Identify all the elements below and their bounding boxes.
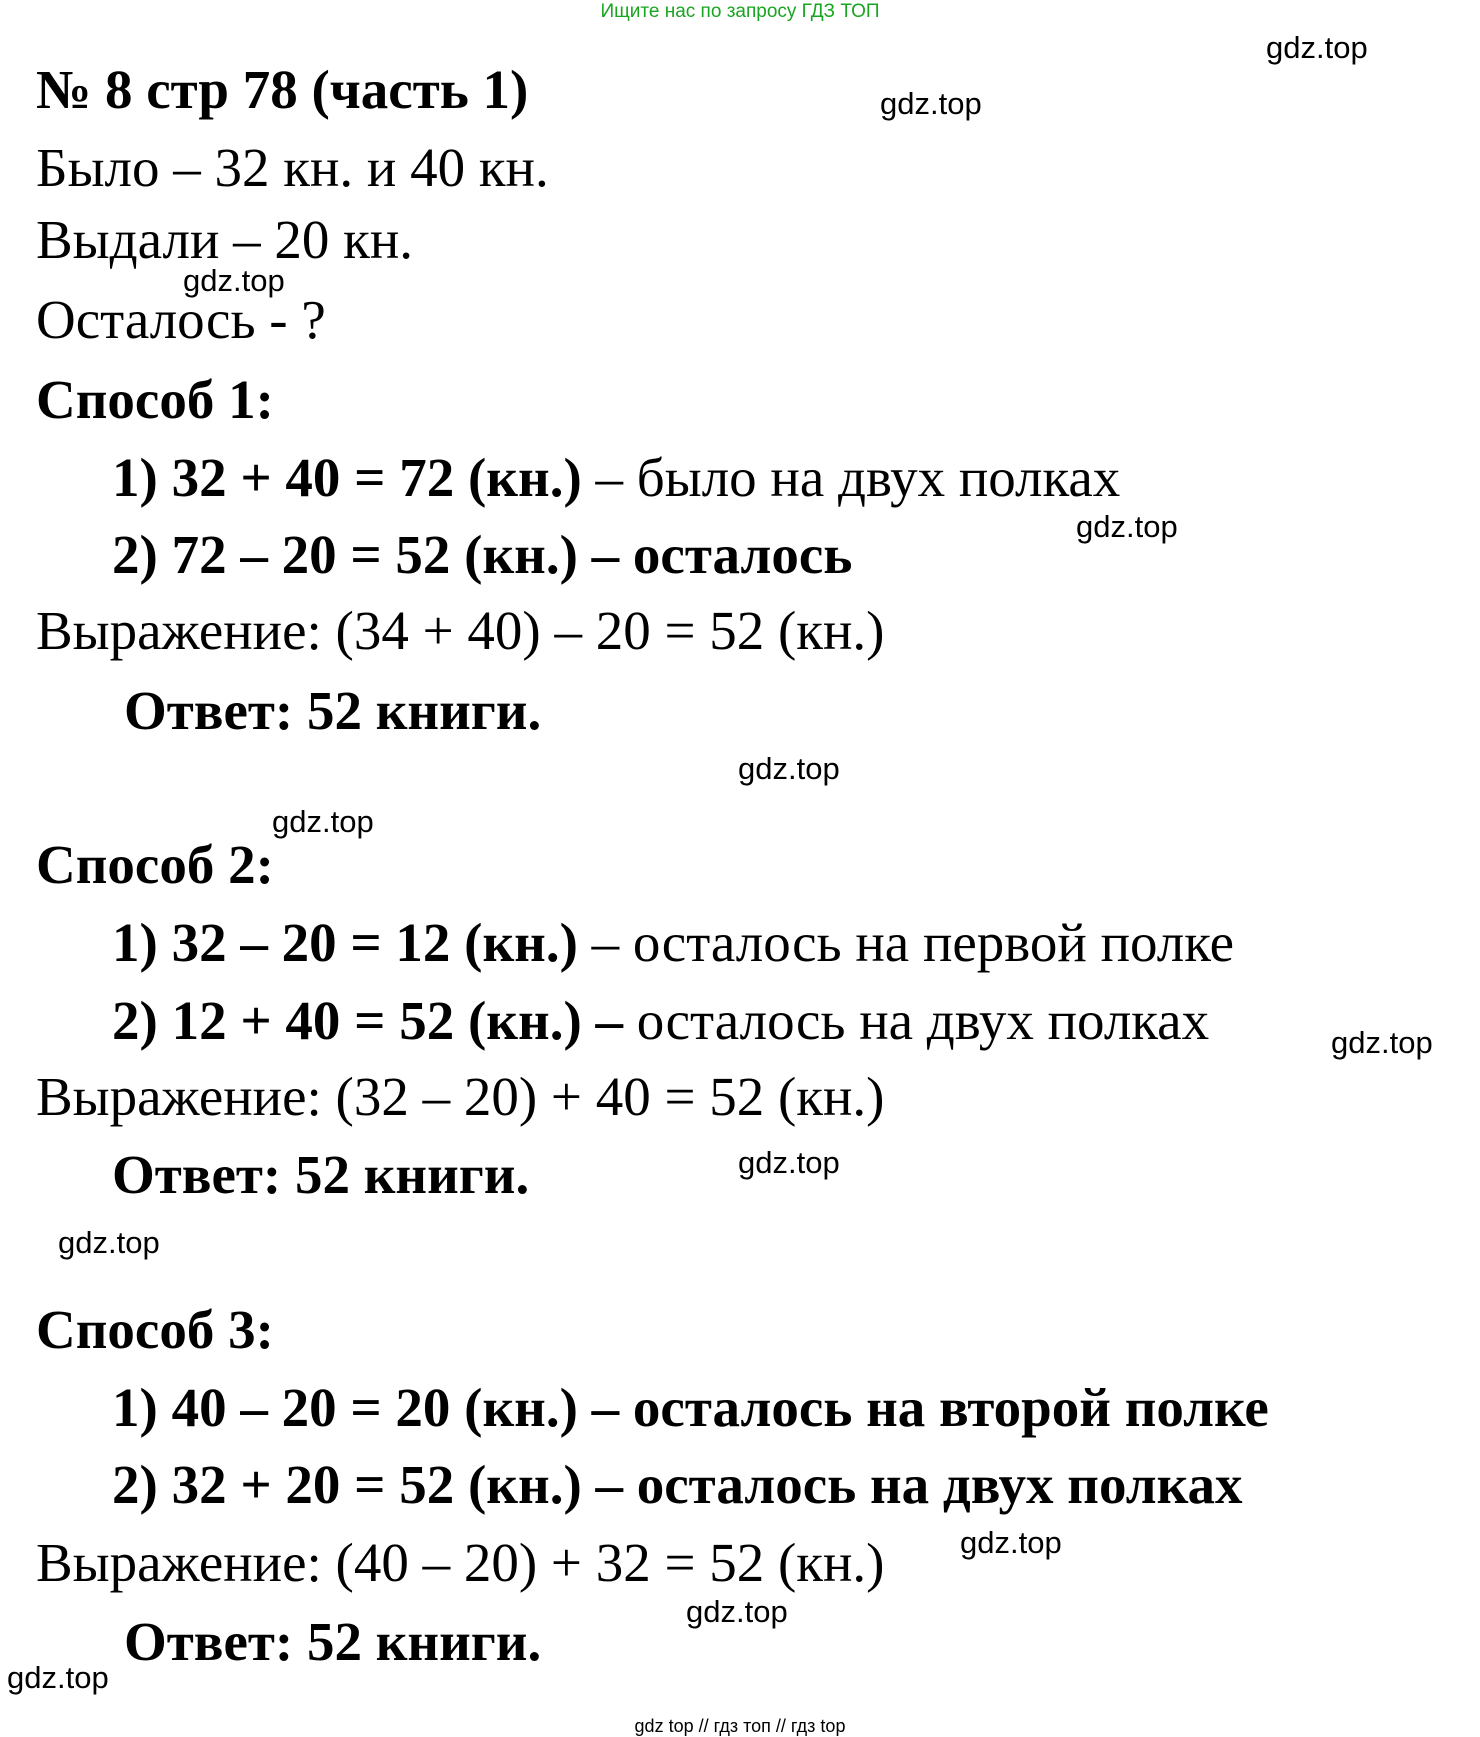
watermark: gdz.top — [58, 1225, 160, 1260]
method2-step2 — [112, 990, 1210, 1051]
method2-step2-equation: 2) 12 + 40 = 52 (кн.) – — [112, 990, 624, 1051]
given-had: Было – 32 кн. и 40 кн. — [36, 137, 549, 198]
given-left: Осталось - ? — [36, 289, 326, 350]
given-out: Выдали – 20 кн. — [36, 209, 414, 270]
method3-expression: Выражение: (40 – 20) + 32 = 52 (кн.) — [36, 1532, 885, 1593]
watermark: gdz.top — [183, 263, 285, 298]
method1-answer: Ответ: 52 книги. — [124, 680, 542, 741]
watermark: gdz.top — [1076, 509, 1178, 544]
watermark: gdz.top — [7, 1660, 109, 1695]
watermark: gdz.top — [1331, 1025, 1433, 1060]
method3-answer: Ответ: 52 книги. — [124, 1611, 542, 1672]
watermark: gdz.top — [686, 1594, 788, 1629]
method2-step2-description: осталось на двух полках — [623, 990, 1210, 1051]
method2-answer: Ответ: 52 книги. — [112, 1144, 530, 1205]
watermark: gdz.top — [738, 751, 840, 786]
page-title: № 8 стр 78 (часть 1) — [36, 59, 529, 120]
method1-step2: 2) 72 – 20 = 52 (кн.) – осталось — [112, 524, 853, 585]
method2-step1-equation: 1) 32 – 20 = 12 (кн.) — [112, 912, 578, 973]
method2-heading: Способ 2: — [36, 834, 274, 895]
method3-heading: Способ 3: — [36, 1299, 274, 1360]
watermark: gdz.top — [738, 1145, 840, 1180]
method2-step1 — [112, 912, 1235, 973]
watermark: gdz.top — [272, 804, 374, 839]
watermark: gdz.top — [1266, 30, 1368, 65]
method2-step1-description: – осталось на первой полке — [577, 912, 1235, 973]
watermark: gdz.top — [960, 1525, 1062, 1560]
method1-expression: Выражение: (34 + 40) – 20 = 52 (кн.) — [36, 600, 885, 661]
watermark: gdz.top — [880, 86, 982, 121]
method3-step1: 1) 40 – 20 = 20 (кн.) – осталось на второй полке — [112, 1377, 1269, 1438]
footer-note: gdz top // гдз топ // гдз top — [634, 1716, 846, 1736]
method3-step2: 2) 32 + 20 = 52 (кн.) – осталось на двух полках — [112, 1454, 1243, 1515]
method1-step1-description: – было на двух полках — [581, 447, 1121, 508]
method2-expression: Выражение: (32 – 20) + 40 = 52 (кн.) — [36, 1066, 885, 1127]
method1-step1-equation: 1) 32 + 40 = 72 (кн.) — [112, 447, 582, 508]
header-search-note: Ищите нас по запросу ГДЗ ТОП — [600, 1, 880, 22]
method1-heading: Способ 1: — [36, 369, 274, 430]
method1-step1 — [112, 447, 1121, 508]
